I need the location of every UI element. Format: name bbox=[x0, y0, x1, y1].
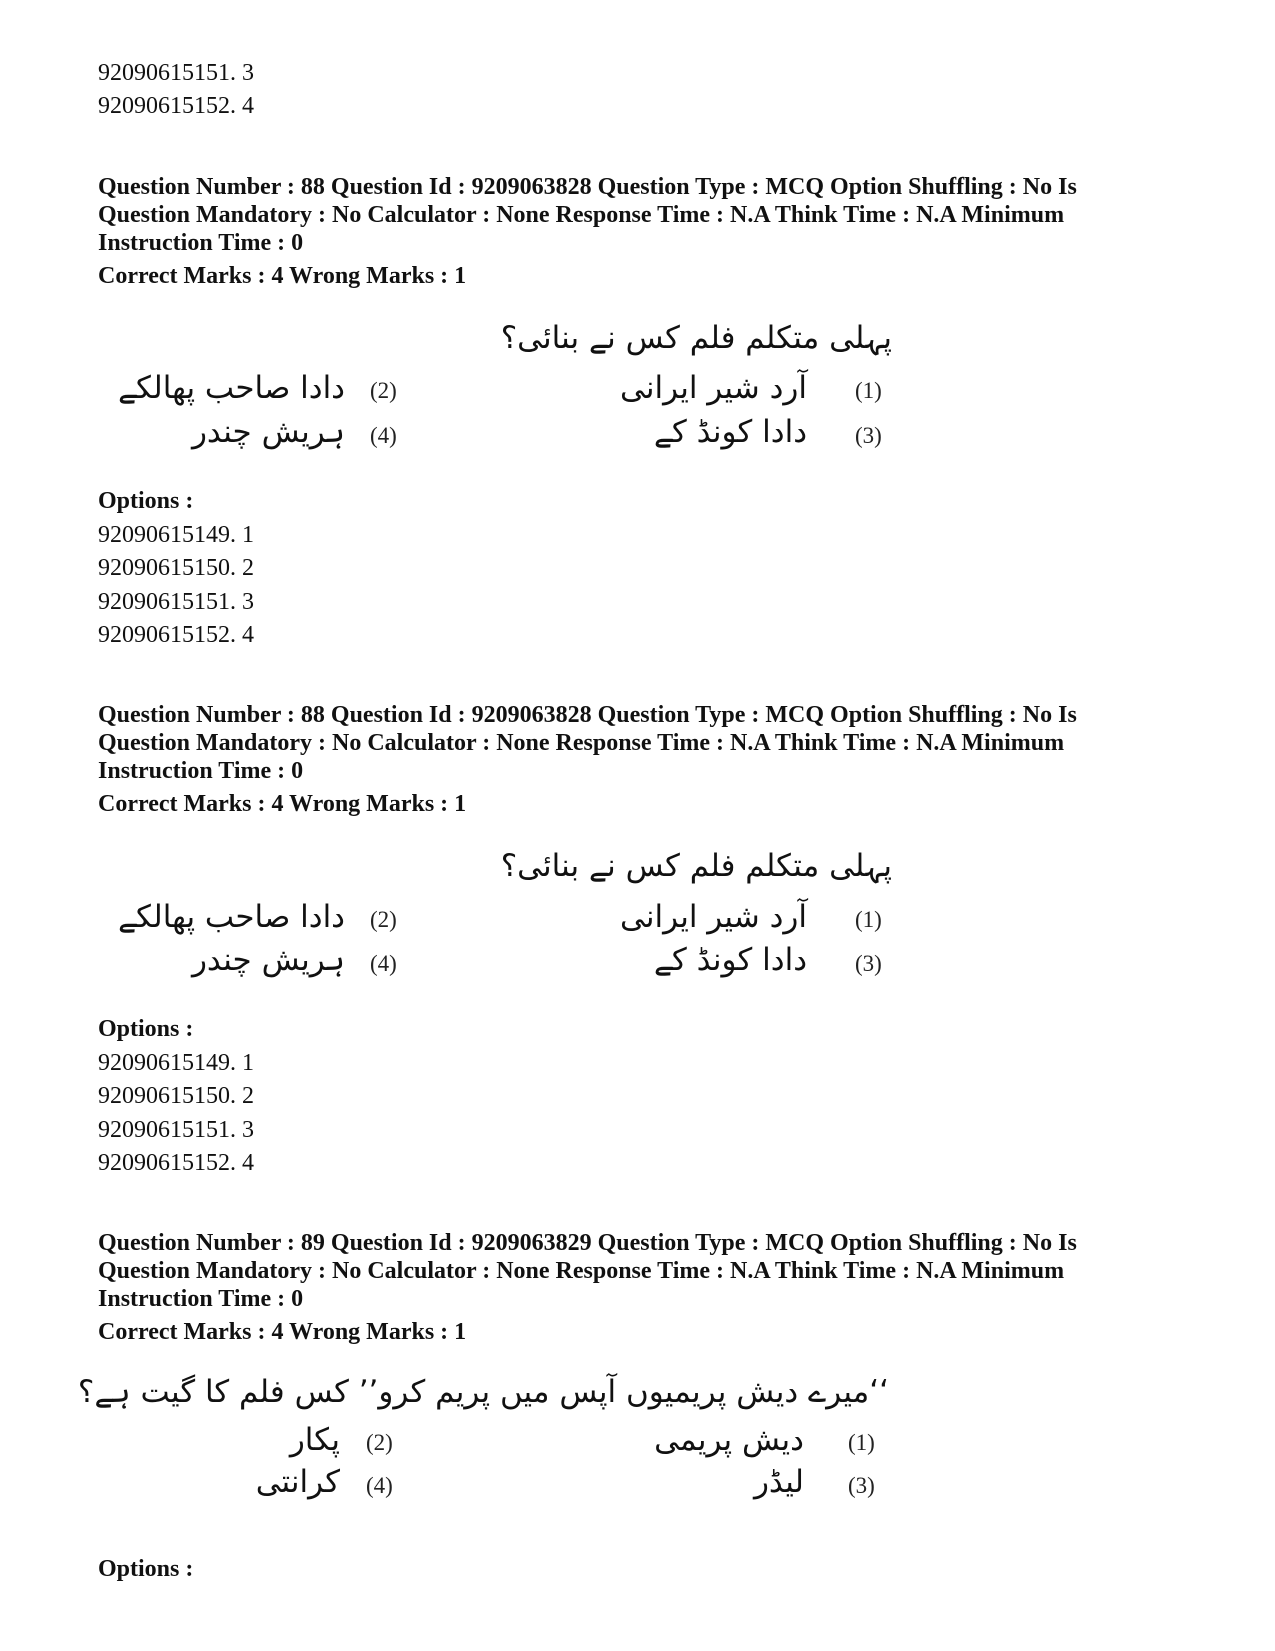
option-line: 92090615151. 3 bbox=[98, 1117, 254, 1143]
question-header: Question Number : 88 Question Id : 9209063828 Question Type : MCQ Option Shuffling : No Is bbox=[98, 174, 1077, 200]
marks-line: Correct Marks : 4 Wrong Marks : 1 bbox=[98, 791, 467, 817]
urdu-question: پہلی متکلم فلم کس نے بنائی؟ bbox=[500, 320, 892, 356]
question-header: Instruction Time : 0 bbox=[98, 758, 304, 784]
choice-number: (1) bbox=[855, 907, 882, 932]
urdu-choice: دیش پریمی bbox=[654, 1422, 804, 1458]
marks-line: Correct Marks : 4 Wrong Marks : 1 bbox=[98, 1319, 467, 1345]
question-header: Question Number : 88 Question Id : 9209063828 Question Type : MCQ Option Shuffling : No Is bbox=[98, 702, 1077, 728]
choice-number: (4) bbox=[366, 1473, 393, 1498]
options-label: Options : bbox=[98, 488, 194, 514]
choice-number: (4) bbox=[370, 423, 397, 448]
option-line: 92090615152. 4 bbox=[98, 622, 254, 648]
question-header: Question Mandatory : No Calculator : None Response Time : N.A Think Time : N.A Minimum bbox=[98, 1258, 1065, 1284]
urdu-choice: کرانتی bbox=[255, 1464, 340, 1500]
urdu-choice: دادا کونڈ کے bbox=[653, 414, 807, 450]
urdu-choice: دادا صاحب پھالکے bbox=[117, 370, 345, 406]
question-header: Instruction Time : 0 bbox=[98, 230, 304, 256]
choice-number: (4) bbox=[370, 951, 397, 976]
choice-number: (3) bbox=[848, 1473, 875, 1498]
option-line: 92090615152. 4 bbox=[98, 93, 254, 119]
urdu-choice: آرد شیر ایرانی bbox=[620, 370, 807, 406]
option-line: 92090615149. 1 bbox=[98, 522, 254, 548]
option-line: 92090615150. 2 bbox=[98, 1083, 254, 1109]
question-header: Question Mandatory : No Calculator : None Response Time : N.A Think Time : N.A Minimum bbox=[98, 202, 1065, 228]
urdu-choice: پکار bbox=[289, 1422, 340, 1458]
option-line: 92090615151. 3 bbox=[98, 60, 254, 86]
choice-number: (3) bbox=[855, 423, 882, 448]
choice-number: (1) bbox=[848, 1430, 875, 1455]
urdu-choice: آرد شیر ایرانی bbox=[620, 899, 807, 935]
urdu-question: ‘‘میرے دیش پریمیوں آپس میں پریم کرو’’ کس فلم کا گیت ہے؟ bbox=[77, 1374, 889, 1410]
option-line: 92090615152. 4 bbox=[98, 1150, 254, 1176]
choice-number: (2) bbox=[370, 907, 397, 932]
urdu-choice: لیڈر bbox=[753, 1464, 804, 1500]
urdu-choice: دادا صاحب پھالکے bbox=[117, 899, 345, 935]
marks-line: Correct Marks : 4 Wrong Marks : 1 bbox=[98, 263, 467, 289]
choice-number: (1) bbox=[855, 378, 882, 403]
urdu-choice: دادا کونڈ کے bbox=[653, 942, 807, 978]
urdu-choice: ہریش چندر bbox=[191, 942, 345, 978]
choice-number: (2) bbox=[370, 378, 397, 403]
options-label: Options : bbox=[98, 1556, 194, 1582]
question-header: Question Mandatory : No Calculator : None Response Time : N.A Think Time : N.A Minimum bbox=[98, 730, 1065, 756]
options-label: Options : bbox=[98, 1016, 194, 1042]
option-line: 92090615149. 1 bbox=[98, 1050, 254, 1076]
choice-number: (2) bbox=[366, 1430, 393, 1455]
choice-number: (3) bbox=[855, 951, 882, 976]
option-line: 92090615151. 3 bbox=[98, 589, 254, 615]
option-line: 92090615150. 2 bbox=[98, 555, 254, 581]
question-header: Instruction Time : 0 bbox=[98, 1286, 304, 1312]
urdu-question: پہلی متکلم فلم کس نے بنائی؟ bbox=[500, 848, 892, 884]
urdu-choice: ہریش چندر bbox=[191, 414, 345, 450]
question-header: Question Number : 89 Question Id : 9209063829 Question Type : MCQ Option Shuffling : No Is bbox=[98, 1230, 1077, 1256]
